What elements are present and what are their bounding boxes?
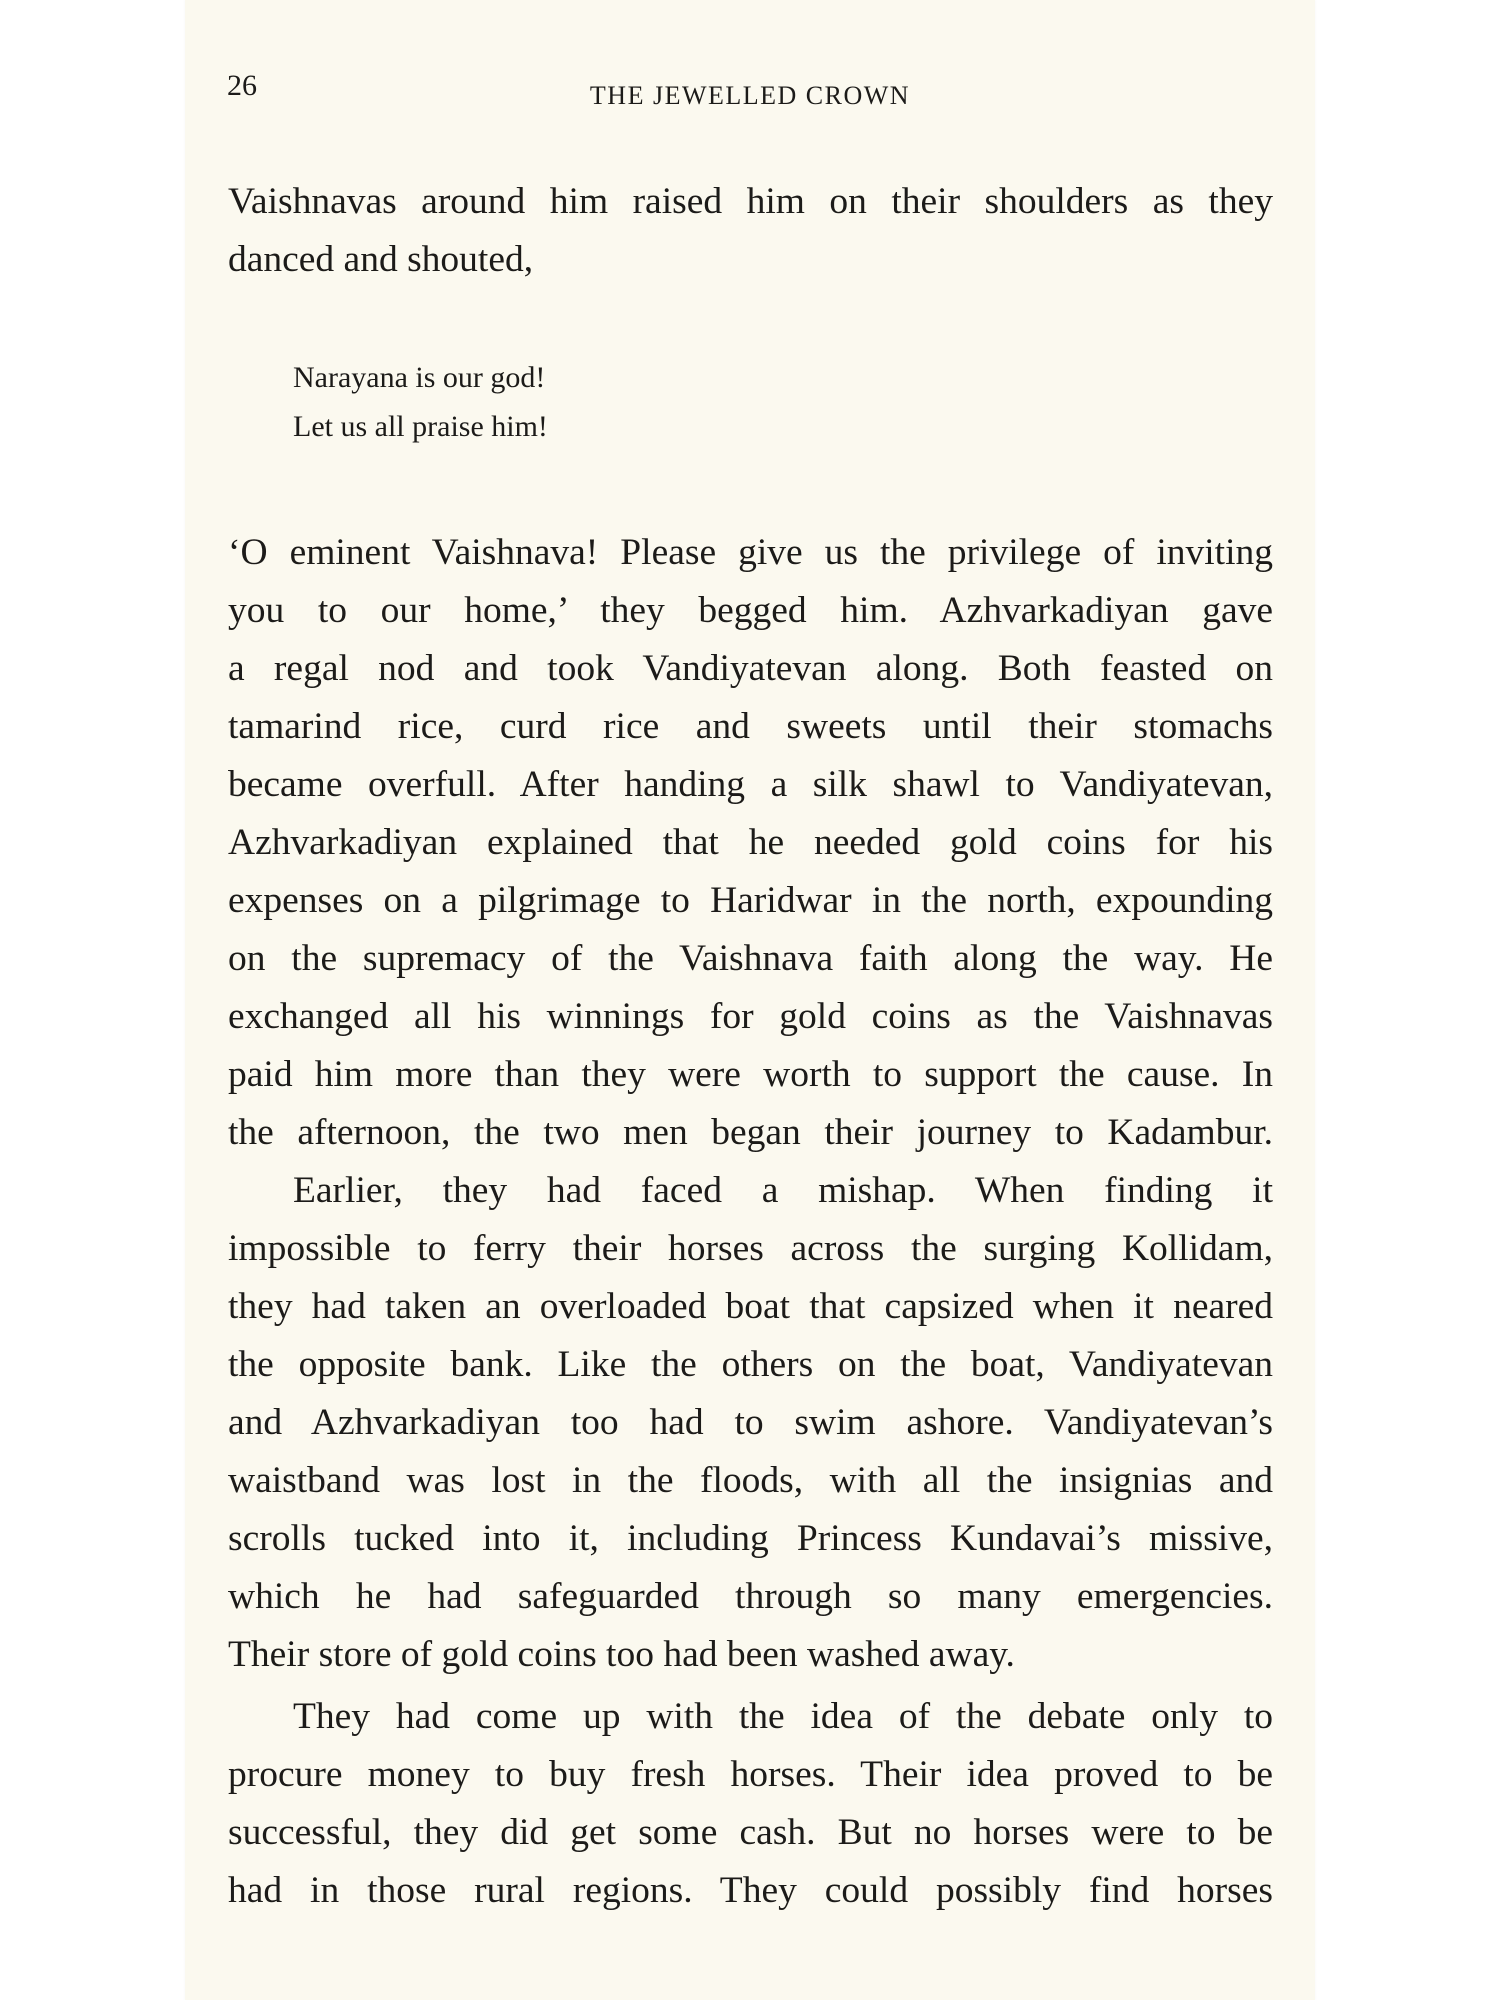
- text-line: ‘O eminent Vaishnava! Please give us the privilege of inviting: [228, 532, 1273, 573]
- text-line: and Azhvarkadiyan too had to swim ashore. Vandiyatevan’s: [228, 1402, 1273, 1443]
- text-line: they had taken an overloaded boat that capsized when it neared: [228, 1286, 1273, 1327]
- page-number: 26: [227, 69, 257, 102]
- text-line: Their store of gold coins too had been washed away.: [228, 1634, 1015, 1675]
- text-line: the opposite bank. Like the others on the boat, Vandiyatevan: [228, 1344, 1273, 1385]
- text-line: you to our home,’ they begged him. Azhvarkadiyan gave: [228, 590, 1273, 631]
- text-line: exchanged all his winnings for gold coins as the Vaishnavas: [228, 996, 1273, 1037]
- text-line: Vaishnavas around him raised him on their shoulders as they: [228, 181, 1273, 222]
- text-line: the afternoon, the two men began their journey to Kadambur.: [228, 1112, 1273, 1153]
- text-line: expenses on a pilgrimage to Haridwar in the north, expounding: [228, 880, 1273, 921]
- text-line: a regal nod and took Vandiyatevan along. Both feasted on: [228, 648, 1273, 689]
- text-line: successful, they did get some cash. But no horses were to be: [228, 1812, 1273, 1853]
- text-line: Azhvarkadiyan explained that he needed gold coins for his: [228, 822, 1273, 863]
- book-page: [185, 0, 1315, 2000]
- text-line: paid him more than they were worth to support the cause. In: [228, 1054, 1273, 1095]
- text-line: scrolls tucked into it, including Princess Kundavai’s missive,: [228, 1518, 1273, 1559]
- text-line: became overfull. After handing a silk shawl to Vandiyatevan,: [228, 764, 1273, 805]
- text-line: impossible to ferry their horses across the surging Kollidam,: [228, 1228, 1273, 1269]
- text-line: tamarind rice, curd rice and sweets until their stomachs: [228, 706, 1273, 747]
- text-line: which he had safeguarded through so many emergencies.: [228, 1576, 1273, 1617]
- text-line: procure money to buy fresh horses. Their idea proved to be: [228, 1754, 1273, 1795]
- verse-line: Narayana is our god!: [293, 361, 546, 394]
- text-line: on the supremacy of the Vaishnava faith along the way. He: [228, 938, 1273, 979]
- running-head: THE JEWELLED CROWN: [589, 81, 911, 110]
- text-line: waistband was lost in the floods, with all the insignias and: [228, 1460, 1273, 1501]
- text-line: They had come up with the idea of the debate only to: [293, 1696, 1273, 1737]
- text-line: Earlier, they had faced a mishap. When finding it: [293, 1170, 1273, 1211]
- text-line: had in those rural regions. They could possibly find horses: [228, 1870, 1273, 1911]
- text-line: danced and shouted,: [228, 239, 534, 280]
- verse-line: Let us all praise him!: [293, 410, 548, 443]
